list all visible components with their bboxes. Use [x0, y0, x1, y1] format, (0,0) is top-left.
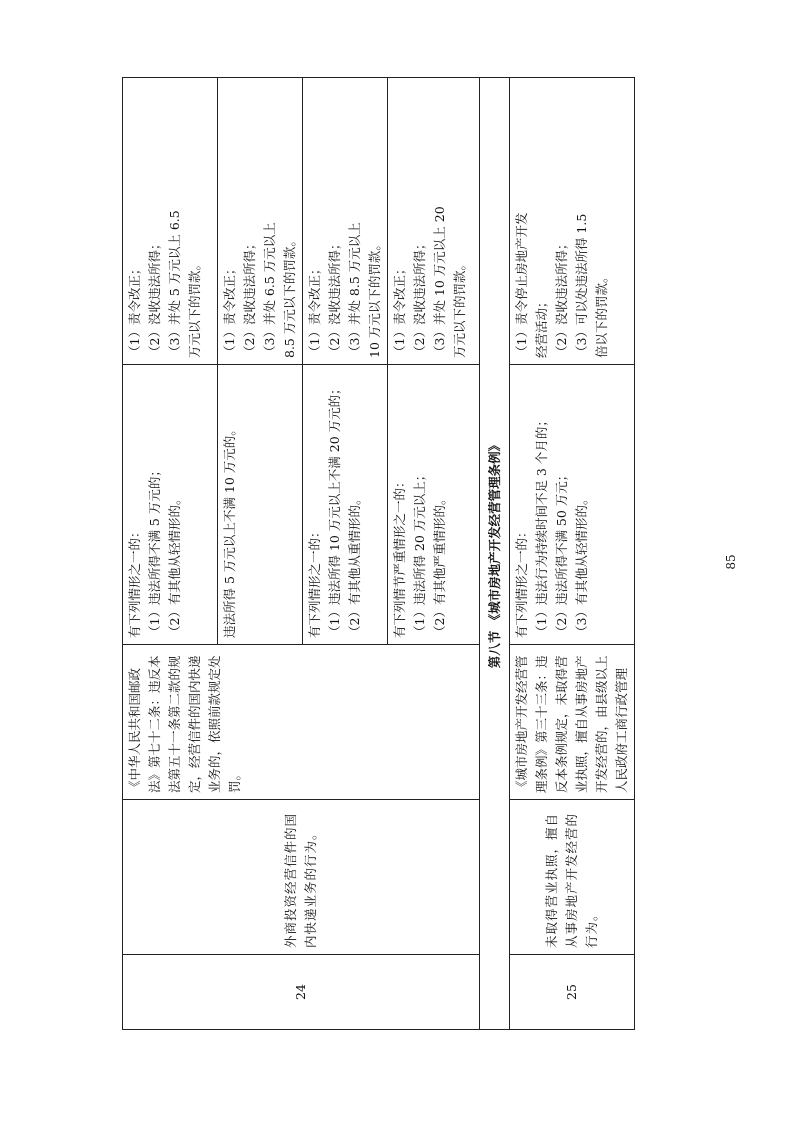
violation-description: 未取得营业执照，擅自从事房地产开发经营的行为。 — [510, 800, 635, 955]
circumstance-line: （1）违法所得 20 万元以上； — [412, 468, 427, 638]
circumstance-cell — [123, 365, 218, 645]
page-number: 85 — [724, 554, 738, 570]
circumstance-line: 有下列情节严重情形之一的： — [392, 475, 407, 638]
penalty-line: 经营活动； — [534, 295, 549, 358]
penalty-line: 倍以下的罚款。 — [594, 270, 609, 358]
circumstance-cell — [510, 365, 635, 645]
circumstance-line: （2）有其他从轻情形的。 — [167, 492, 182, 638]
circumstance-cell — [388, 365, 480, 645]
table-row — [510, 78, 635, 1030]
item-number: 24 — [123, 955, 480, 1030]
circumstance-line: （2）有其他严重情形的。 — [432, 492, 447, 638]
penalty-line: （1）责令改正； — [307, 262, 322, 358]
penalty-line: （2）没收违法所得； — [327, 237, 342, 358]
penalty-line: 10 万元以下的罚款。 — [367, 238, 382, 358]
penalty-line: （1）责令改正； — [127, 262, 142, 358]
penalty-line: （3）并处 5 万元以上 6.5 — [167, 210, 182, 358]
penalty-line: （1）责令改正； — [392, 262, 407, 358]
circumstance-line: 有下列情形之一的： — [514, 525, 529, 638]
penalty-line: （2）没收违法所得； — [412, 237, 427, 358]
table-row — [123, 78, 218, 1030]
penalty-line: （3）并处 8.5 万元以上 — [347, 222, 362, 358]
circumstance-line: （3）有其他从轻情形的。 — [574, 492, 589, 638]
penalty-line: 万元以下的罚款。 — [452, 257, 467, 358]
penalty-cell — [123, 78, 218, 365]
penalty-line: 万元以下的罚款。 — [187, 257, 202, 358]
penalty-line: （3）可以处违法所得 1.5 — [574, 213, 589, 358]
penalty-cell — [303, 78, 388, 365]
penalty-line: 8.5 万元以下的罚款。 — [282, 234, 297, 358]
circumstance-cell — [303, 365, 388, 645]
rotated-page-content — [122, 78, 629, 1030]
circumstance-cell — [218, 365, 303, 645]
penalty-line: （2）没收违法所得； — [554, 237, 569, 358]
penalty-line: （3）并处 10 万元以上 20 — [432, 206, 447, 358]
circumstance-line: （2）违法所得不满 50 万元； — [554, 468, 569, 638]
legal-basis: 《中华人民共和国邮政法》第七十二条：违反本法第五十一条第二款的规定，经营信件的国内快递业务的，依照前款规定处罚。 — [123, 645, 480, 800]
circumstance-line: 有下列情形之一的： — [127, 525, 142, 638]
section-title: 第八节 《城市房地产开发经营管理条例》 — [480, 78, 510, 1030]
penalty-cell — [510, 78, 635, 365]
circumstance-line: 违法所得 5 万元以上不满 10 万元的。 — [222, 423, 237, 638]
item-number: 25 — [510, 955, 635, 1030]
penalty-line: （2）没收违法所得； — [147, 237, 162, 358]
legal-basis: 《城市房地产开发经营管理条例》第三十三条：违反本条例规定，未取得营业执照，擅自从事房地产开发经营的，由县级以上人民政府工商行政管理 — [510, 645, 635, 800]
penalty-line: （3）并处 6.5 万元以上 — [262, 222, 277, 358]
circumstance-line: （2）有其他从重情形的。 — [347, 492, 362, 638]
penalty-cell — [218, 78, 303, 365]
penalty-line: （1）责令改正； — [222, 262, 237, 358]
section-row — [480, 78, 510, 1030]
circumstance-line: 有下列情形之一的： — [307, 525, 322, 638]
circumstance-line: （1）违法行为持续时间不足 3 个月的； — [534, 414, 549, 638]
circumstance-line: （1）违法所得 10 万元以上不满 20 万元的； — [327, 382, 342, 638]
penalty-standards-table — [122, 77, 635, 1030]
penalty-line: （1）责令停止房地产开发 — [514, 212, 529, 358]
penalty-cell — [388, 78, 480, 365]
penalty-line: （2）没收违法所得； — [242, 237, 257, 358]
circumstance-line: （1）违法所得不满 5 万元的； — [147, 464, 162, 638]
violation-description: 外商投资经营信件的国内快递业务的行为。 — [123, 800, 480, 955]
